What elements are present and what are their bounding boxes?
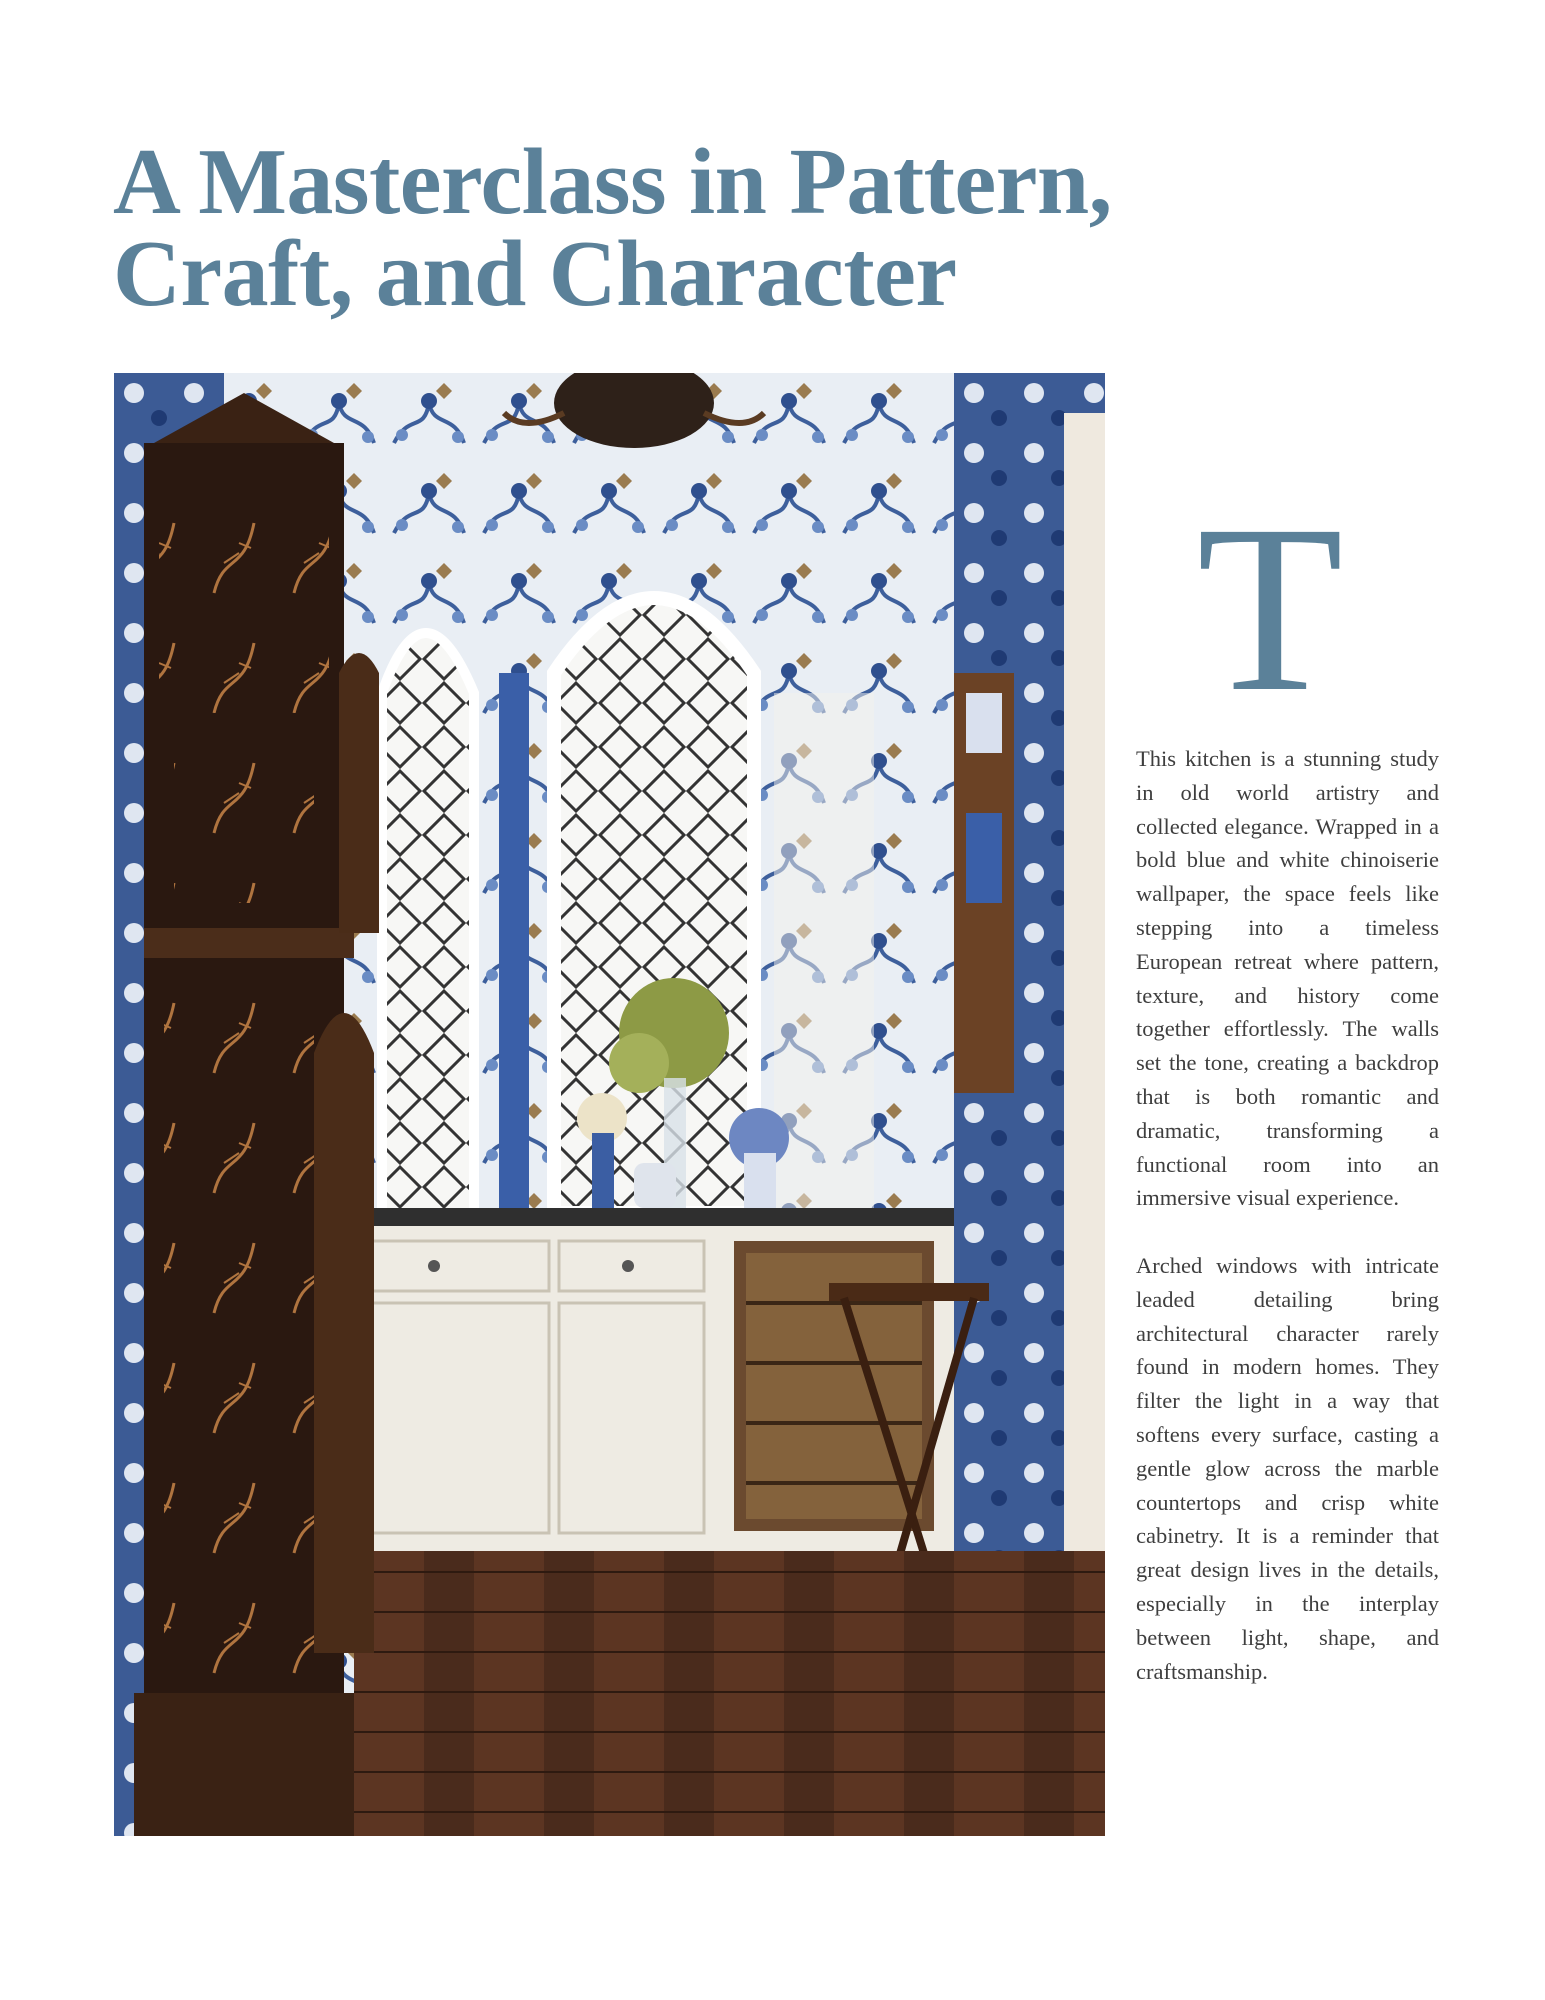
title-line-2: Craft, and Character [113,222,957,326]
kitchen-photo-illustration [114,373,1105,1836]
drop-cap: T [1196,475,1344,741]
kitchen-photo [114,373,1105,1836]
paragraph-2: Arched windows with intricate leaded detailing bring architectural character rarely found in modern homes. They filter the light in a way that softens every surface, casting a gentle glow across the marble countertops and crisp white cabinetry. It is a reminder that great design lives in the details, especially in the interplay between light, shape, and craftsmanship. [1136,1252,1439,1684]
article-title [113,130,1213,326]
article-body [1136,742,1439,1722]
paragraph-1: This kitchen is a stunning study in old world artistry and collected elegance. Wrapped in a bold blue and white chinoiserie wallpaper, the space feels like stepping into a timeless European retreat where pattern, texture, and history come together effortlessly. The walls set the tone, creating a backdrop that is both romantic and dramatic, transforming a functional room into an immersive visual experience. [1136,746,1439,1211]
title-line-1: A Masterclass in Pattern, [113,130,1112,234]
